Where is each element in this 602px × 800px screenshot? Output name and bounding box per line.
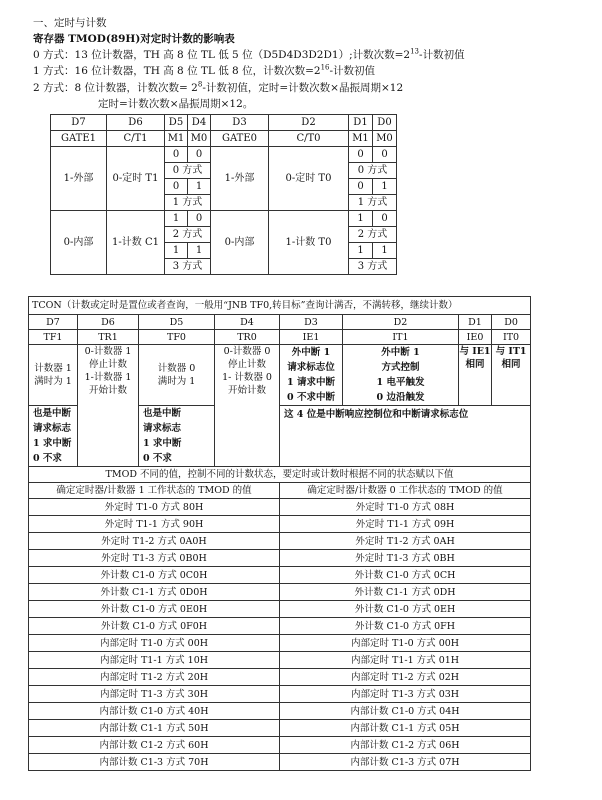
- tmod-value-t1: 内部计数 C1-0 方式 40H: [29, 703, 280, 720]
- tmod-value-t1: 外定时 T1-2 方式 0A0H: [29, 533, 280, 550]
- bit-d2: D2: [269, 115, 349, 131]
- bit-d0: D0: [373, 115, 397, 131]
- name-tr1: TR1: [78, 330, 139, 345]
- tcon-table: [28, 296, 531, 771]
- name-it1: IT1: [343, 330, 459, 345]
- tf0-note-line: 0 不求: [143, 453, 172, 464]
- bit-d0: D0: [492, 315, 531, 330]
- tmod-value-t1: 外计数 C1-0 方式 0E0H: [29, 601, 280, 618]
- name-ct0: C/T0: [269, 131, 349, 147]
- mode-label: 0 方式: [165, 163, 211, 179]
- tmod-bit-table: [50, 114, 397, 275]
- tr1-desc-line: 0-计数器 1: [84, 346, 132, 357]
- tmod-value-t1: 外定时 T1-1 方式 90H: [29, 516, 280, 533]
- tmod-value-t1: 外计数 C1-1 方式 0D0H: [29, 584, 280, 601]
- it1-desc-line: 0 边沿触发: [376, 392, 425, 403]
- tmod-value-row: [29, 737, 531, 754]
- bit-d4: D4: [188, 115, 211, 131]
- tr0-desc-line: 1- 计数器 0: [222, 372, 272, 383]
- tmod-values-body: [29, 499, 531, 771]
- tmod-value-t1: 外定时 T1-0 方式 80H: [29, 499, 280, 516]
- tf1-note-line: 也是中断: [33, 408, 72, 419]
- cell-value: 1: [165, 243, 188, 259]
- mode2-text-tail: -计数初值，定时=计数次数×晶振周期×12: [202, 82, 404, 94]
- tr0-desc-line: 0-计数器 0: [223, 346, 271, 357]
- tmod-note: TMOD 不同的值，控制不同的计数状态，要定时或计数时根据不同的状态赋以下值: [29, 467, 531, 483]
- bit-d1: D1: [349, 115, 373, 131]
- tf1-desc-line: 满时为 1: [34, 376, 72, 387]
- name-ct1: C/T1: [107, 131, 165, 147]
- bit-d1: D1: [459, 315, 492, 330]
- bit-d6: D6: [78, 315, 139, 330]
- mode2-exponent: 8: [197, 80, 203, 89]
- tmod-value-t0: 外计数 C1-0 方式 0CH: [280, 567, 531, 584]
- mode0-exponent: 13: [410, 47, 420, 56]
- tmod-value-row: [29, 533, 531, 550]
- tmod-value-t0: 外定时 T1-1 方式 09H: [280, 516, 531, 533]
- mode1-exponent: 16: [320, 63, 330, 72]
- mode-label: 1 方式: [165, 195, 211, 211]
- cell-value: 1: [349, 211, 373, 227]
- tmod-value-t0: 内部定时 T1-1 方式 01H: [280, 652, 531, 669]
- tf0-note-line: 1 求中断: [143, 438, 182, 449]
- tr1-desc-line: 1-计数器 1: [84, 372, 132, 383]
- name-tf0: TF0: [139, 330, 215, 345]
- bit-d7: D7: [29, 315, 78, 330]
- mode-label: 3 方式: [165, 259, 211, 275]
- tcon-name-row: [29, 330, 531, 345]
- name-m1-t0: M1: [349, 131, 373, 147]
- ie1-desc-line: 外中断 1: [291, 347, 331, 358]
- name-m1-t1: M1: [165, 131, 188, 147]
- ie0-desc: [459, 345, 492, 406]
- ct0-timer: 0-定时 T0: [269, 147, 349, 211]
- tmod-value-row: [29, 516, 531, 533]
- tmod-value-row: [29, 669, 531, 686]
- mode1-text-tail: -计数初值: [329, 65, 376, 77]
- tmod-note-row: [29, 467, 531, 483]
- tf0-note-line: 也是中断: [143, 408, 182, 419]
- tmod-value-t1: 内部定时 T1-3 方式 30H: [29, 686, 280, 703]
- tr1-desc: [78, 345, 139, 467]
- tmod-value-t1: 外计数 C1-0 方式 0C0H: [29, 567, 280, 584]
- tmod-value-row: [29, 550, 531, 567]
- tmod-table-caption: 寄存器 TMOD(89H)对定时计数的影响表: [33, 33, 235, 45]
- tmod-value-t0: 外定时 T1-3 方式 0BH: [280, 550, 531, 567]
- name-tf1: TF1: [29, 330, 78, 345]
- cell-value: 0: [165, 179, 188, 195]
- tr1-desc-line: 开始计数: [88, 385, 127, 396]
- mode-label: 2 方式: [165, 227, 211, 243]
- it1-desc-line: 方式控制: [381, 362, 420, 373]
- tmod-value-t0: 内部定时 T1-0 方式 00H: [280, 635, 531, 652]
- tmod-value-t1: 内部定时 T1-2 方式 20H: [29, 669, 280, 686]
- name-ie1: IE1: [280, 330, 343, 345]
- ie1-desc: [280, 345, 343, 406]
- cell-value: 0: [188, 211, 211, 227]
- gate0-internal: 0-内部: [211, 211, 269, 275]
- tf0-note: [139, 406, 215, 467]
- tmod-value-t0: 内部定时 T1-3 方式 03H: [280, 686, 531, 703]
- tmod-value-row: [29, 601, 531, 618]
- tmod-value-t0: 外定时 T1-0 方式 08H: [280, 499, 531, 516]
- bit-d3: D3: [211, 115, 269, 131]
- cell-value: 1: [373, 179, 397, 195]
- cell-value: 0: [373, 147, 397, 163]
- tr0-desc-line: 停止计数: [227, 359, 266, 370]
- tmod-value-t0: 外计数 C1-1 方式 0DH: [280, 584, 531, 601]
- bit-d5: D5: [139, 315, 215, 330]
- tmod-row: [51, 147, 397, 163]
- gate1-internal: 0-内部: [51, 211, 107, 275]
- tf0-desc-line: 计数器 0: [157, 363, 196, 374]
- name-gate1: GATE1: [51, 131, 107, 147]
- mode1-text: 1 方式：16 位计数器，TH 高 8 位 TL 低 8 位，计数次数=2: [33, 65, 321, 77]
- mode0-text-tail: -计数初值: [419, 49, 465, 61]
- ct1-timer: 0-定时 T1: [107, 147, 165, 211]
- mode0-description: [33, 48, 465, 62]
- name-tr0: TR0: [215, 330, 280, 345]
- low4-note: 这 4 位是中断响应控制位和中断请求标志位: [280, 406, 531, 467]
- name-it0: IT0: [492, 330, 531, 345]
- cell-value: 0: [349, 147, 373, 163]
- it0-desc: [492, 345, 531, 406]
- tf0-desc-line: 满时为 1: [157, 376, 196, 387]
- mode-label: 2 方式: [349, 227, 397, 243]
- cell-value: 1: [373, 243, 397, 259]
- name-gate0: GATE0: [211, 131, 269, 147]
- bit-d3: D3: [280, 315, 343, 330]
- mode1-description: [33, 64, 375, 78]
- tf1-desc-line: 计数器 1: [34, 363, 72, 374]
- ct1-counter: 1-计数 C1: [107, 211, 165, 275]
- tmod-value-t1: 内部定时 T1-0 方式 00H: [29, 635, 280, 652]
- mode-label: 0 方式: [349, 163, 397, 179]
- tr0-desc: [215, 345, 280, 467]
- it1-desc-line: 1 电平触发: [376, 377, 425, 388]
- col-header-t0: 确定定时器/计数器 0 工作状态的 TMOD 的值: [280, 483, 531, 499]
- gate1-external: 1-外部: [51, 147, 107, 211]
- mode0-text: 0 方式：13 位计数器，TH 高 8 位 TL 低 5 位（D5D4D3D2D1）;计数次数=2: [33, 49, 411, 61]
- bit-d4: D4: [215, 315, 280, 330]
- section-heading: 一、定时与计数: [33, 17, 107, 29]
- gate0-external: 1-外部: [211, 147, 269, 211]
- tmod-value-t0: 外定时 T1-2 方式 0AH: [280, 533, 531, 550]
- ie0-desc-line: 相同: [465, 359, 485, 370]
- tmod-value-t0: 外计数 C1-0 方式 0EH: [280, 601, 531, 618]
- tcon-title: TCON（计数或定时是置位或者查询，一般用“JNB TF0,转目标”查询计满否，不满转移，继续计数）: [29, 297, 531, 315]
- tmod-value-row: [29, 584, 531, 601]
- tcon-title-row: [29, 297, 531, 315]
- tf1-desc: [29, 345, 78, 406]
- tcon-desc-row: [29, 345, 531, 406]
- cell-value: 0: [349, 179, 373, 195]
- ie0-desc-line: 与 IE1: [459, 346, 491, 357]
- ie1-desc-line: 请求标志位: [287, 362, 335, 373]
- mode2-description: [33, 81, 403, 95]
- tmod-value-row: [29, 720, 531, 737]
- bit-d5: D5: [165, 115, 188, 131]
- tmod-value-row: [29, 618, 531, 635]
- tmod-value-t0: 内部计数 C1-1 方式 05H: [280, 720, 531, 737]
- cell-value: 1: [349, 243, 373, 259]
- tf0-desc: [139, 345, 215, 406]
- mode-label: 3 方式: [349, 259, 397, 275]
- tmod-value-row: [29, 703, 531, 720]
- mode2-timing-formula: 定时=计数次数×晶振周期×12。: [98, 98, 254, 110]
- tf1-note-line: 0 不求: [33, 453, 62, 464]
- tr1-desc-line: 停止计数: [88, 359, 127, 370]
- tmod-value-row: [29, 686, 531, 703]
- mode-label: 1 方式: [349, 195, 397, 211]
- tmod-value-t1: 外定时 T1-3 方式 0B0H: [29, 550, 280, 567]
- it0-desc-line: 与 IT1: [495, 346, 527, 357]
- tf0-note-line: 请求标志: [143, 423, 182, 434]
- tmod-name-row: [51, 131, 397, 147]
- tmod-bit-row: [51, 115, 397, 131]
- it0-desc-line: 相同: [501, 359, 521, 370]
- tcon-bit-row: [29, 315, 531, 330]
- cell-value: 1: [165, 211, 188, 227]
- tmod-value-t1: 内部定时 T1-1 方式 10H: [29, 652, 280, 669]
- cell-value: 0: [165, 147, 188, 163]
- ct0-counter: 1-计数 T0: [269, 211, 349, 275]
- col-header-t1: 确定定时器/计数器 1 工作状态的 TMOD 的值: [29, 483, 280, 499]
- cell-value: 1: [188, 179, 211, 195]
- tr0-desc-line: 开始计数: [227, 385, 266, 396]
- tmod-value-t0: 内部定时 T1-2 方式 02H: [280, 669, 531, 686]
- ie1-desc-line: 1 请求中断: [287, 377, 335, 388]
- tmod-value-t0: 内部计数 C1-0 方式 04H: [280, 703, 531, 720]
- tmod-value-t1: 内部计数 C1-2 方式 60H: [29, 737, 280, 754]
- tf1-note-line: 1 求中断: [33, 438, 72, 449]
- tmod-row: [51, 211, 397, 227]
- tmod-value-t1: 内部计数 C1-1 方式 50H: [29, 720, 280, 737]
- it1-desc: [343, 345, 459, 406]
- name-m0-t0: M0: [373, 131, 397, 147]
- tmod-value-row: [29, 652, 531, 669]
- tmod-value-row: [29, 635, 531, 652]
- bit-d6: D6: [107, 115, 165, 131]
- tf1-note: [29, 406, 78, 467]
- name-ie0: IE0: [459, 330, 492, 345]
- cell-value: 0: [188, 147, 211, 163]
- tf1-note-line: 请求标志: [33, 423, 72, 434]
- tmod-value-row: [29, 754, 531, 771]
- mode2-text: 2 方式：8 位计数器，计数次数= 2: [33, 82, 198, 94]
- cell-value: 1: [188, 243, 211, 259]
- tmod-value-row: [29, 567, 531, 584]
- name-m0-t1: M0: [188, 131, 211, 147]
- tmod-value-t0: 内部计数 C1-2 方式 06H: [280, 737, 531, 754]
- tmod-value-t0: 内部计数 C1-3 方式 07H: [280, 754, 531, 771]
- bit-d7: D7: [51, 115, 107, 131]
- bit-d2: D2: [343, 315, 459, 330]
- tmod-value-t1: 外计数 C1-0 方式 0F0H: [29, 618, 280, 635]
- it1-desc-line: 外中断 1: [381, 347, 420, 358]
- tmod-value-t0: 外计数 C1-0 方式 0FH: [280, 618, 531, 635]
- tmod-value-t1: 内部计数 C1-3 方式 70H: [29, 754, 280, 771]
- ie1-desc-line: 0 不求中断: [287, 392, 335, 403]
- cell-value: 0: [373, 211, 397, 227]
- tmod-value-row: [29, 499, 531, 516]
- tmod-values-header-row: [29, 483, 531, 499]
